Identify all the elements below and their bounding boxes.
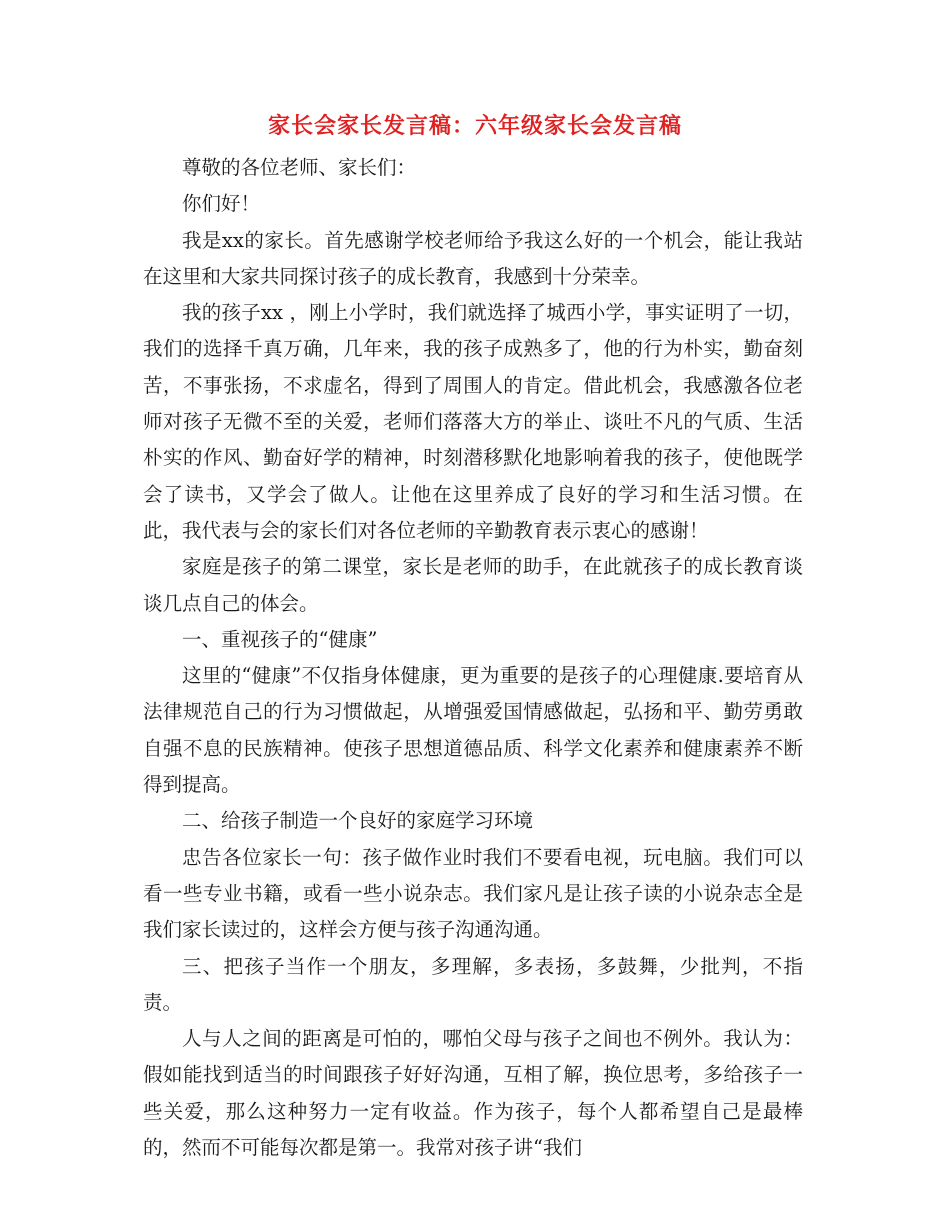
paragraph-environment: 忠告各位家长一句：孩子做作业时我们不要看电视，玩电脑。我们可以看一些专业书籍，或看一些小说杂志。我们家凡是让孩子读的小说杂志全是我们家长读过的，这样会方便与孩子沟通沟通。 (143, 845, 803, 942)
paragraph-health: 这里的“健康”不仅指身体健康，更为重要的是孩子的心理健康.要培育从法律规范自己的行为习惯做起，从增强爱国情感做起，弘扬和平、勤劳勇敢自强不息的民族精神。使孩子思想道德品质、科学文化素养和健康素养不断得到提高。 (143, 664, 803, 797)
document-body (143, 150, 803, 1166)
paragraph-intro: 我是xx的家长。首先感谢学校老师给予我这么好的一个机会，能让我站在这里和大家共同探讨孩子的成长教育，我感到十分荣幸。 (143, 228, 803, 288)
section-heading-friend: 三、把孩子当作一个朋友，多理解，多表扬，多鼓舞，少批判，不指责。 (143, 954, 803, 1014)
paragraph-gratitude: 我的孩子xx ，刚上小学时，我们就选择了城西小学，事实证明了一切，我们的选择千真万确，几年来，我的孩子成熟多了，他的行为朴实，勤奋刻苦，不事张扬，不求虚名，得到了周围人的肯定。借此机会，我感激各位老师对孩子无微不至的关爱，老师们落落大方的举止、谈吐不凡的气质、生活朴实的作风、勤奋好学的精神，时刻潜移默化地影响着我的孩子，使他既学会了读书，又学会了做人。让他在这里养成了良好的学习和生活习惯。在此，我代表与会的家长们对各位老师的辛勤教育表示衷心的感谢！ (143, 301, 803, 542)
greeting: 你们好！ (182, 192, 261, 216)
paragraph-communication: 人与人之间的距离是可怕的，哪怕父母与孩子之间也不例外。我认为：假如能找到适当的时间跟孩子好好沟通，互相了解，换位思考，多给孩子一些关爱，那么这种努力一定有收益。作为孩子，每个人都希望自己是最棒的，然而不可能每次都是第一。我常对孩子讲“我们 (143, 1027, 803, 1160)
salutation: 尊敬的各位老师、家长们： (182, 156, 417, 179)
document-title: 家长会家长发言稿：六年级家长会发言稿 (267, 113, 682, 139)
paragraph-family-classroom: 家庭是孩子的第二课堂，家长是老师的助手，在此就孩子的成长教育谈谈几点自己的体会。 (143, 555, 803, 615)
section-heading-environment: 二、给孩子制造一个良好的家庭学习环境 (182, 809, 534, 833)
section-heading-health: 一、重视孩子的“健康” (182, 627, 378, 651)
